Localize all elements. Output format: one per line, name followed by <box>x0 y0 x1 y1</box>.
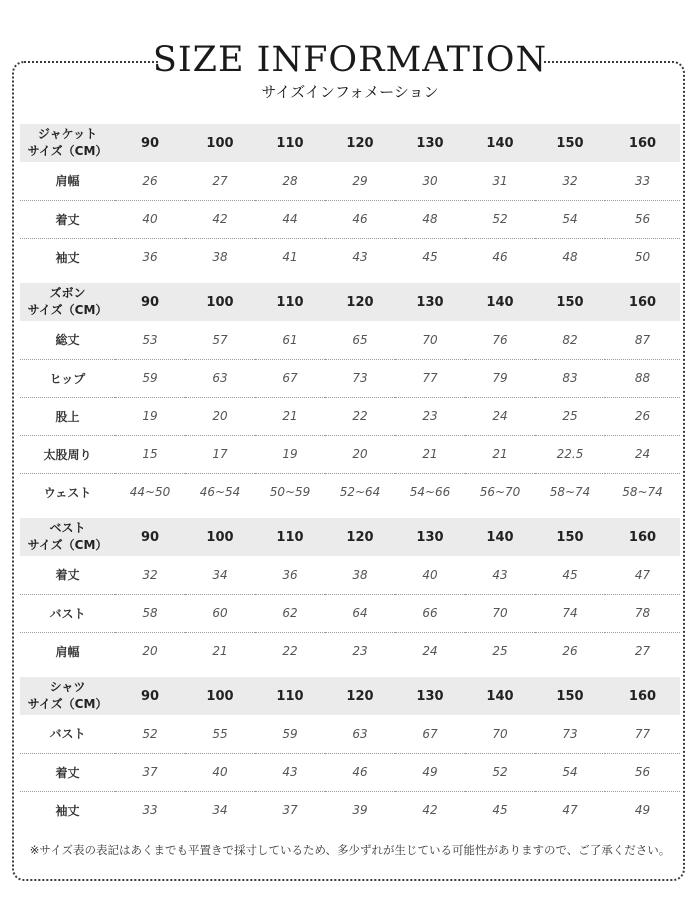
measurement-value: 21 <box>212 644 228 659</box>
measurement-value: 39 <box>352 803 368 818</box>
section-label <box>20 124 115 162</box>
size-table <box>20 518 680 670</box>
measurement-value: 48 <box>395 200 465 238</box>
measurement-label: 袖丈 <box>55 803 80 818</box>
measurement-label: 肩幅 <box>55 644 80 659</box>
table-header-row <box>20 518 680 556</box>
size-header-cell: 110 <box>255 283 325 321</box>
measurement-value: 23 <box>352 644 368 659</box>
size-table <box>20 124 680 276</box>
measurement-label: 肩幅 <box>20 162 115 200</box>
size-header-cell: 90 <box>115 124 185 162</box>
table-row <box>20 632 680 670</box>
measurement-value: 24 <box>422 644 438 659</box>
measurement-value: 23 <box>395 397 465 435</box>
measurement-value: 15 <box>115 435 185 473</box>
measurement-value: 58~74 <box>622 485 663 500</box>
measurement-value: 20 <box>142 644 158 659</box>
measurement-value: 32 <box>115 556 185 594</box>
measurement-value: 52 <box>115 715 185 753</box>
measurement-value: 70 <box>465 715 535 753</box>
measurement-value: 37 <box>115 753 185 791</box>
measurement-value: 64 <box>325 594 395 632</box>
size-header-cell: 110 <box>255 677 325 715</box>
table-row <box>20 753 680 791</box>
measurement-value: 20 <box>325 435 395 473</box>
size-header-cell: 100 <box>185 518 255 556</box>
size-header-cell: 90 <box>115 518 185 556</box>
measurement-value: 32 <box>535 162 605 200</box>
measurement-value: 36 <box>255 556 325 594</box>
measurement-value: 26 <box>605 397 680 435</box>
measurement-value: 63 <box>185 359 255 397</box>
measurement-value: 22.5 <box>535 435 605 473</box>
section-label <box>20 677 115 715</box>
measurement-value: 70 <box>395 321 465 359</box>
measurement-value: 25 <box>492 644 508 659</box>
measurement-value: 56~70 <box>479 485 521 500</box>
measurement-value: 17 <box>185 435 255 473</box>
measurement-value: 87 <box>605 321 680 359</box>
size-header-cell: 160 <box>605 677 680 715</box>
size-table <box>20 283 680 511</box>
table-header-row <box>20 677 680 715</box>
measurement-value: 22 <box>282 644 298 659</box>
table-header-row <box>20 124 680 162</box>
measurement-value: 41 <box>282 250 298 265</box>
measurement-value: 77 <box>395 359 465 397</box>
size-header-cell: 140 <box>465 124 535 162</box>
measurement-value: 49 <box>634 803 651 818</box>
measurement-value: 46~54 <box>199 485 241 500</box>
measurement-value: 61 <box>255 321 325 359</box>
measurement-value: 47 <box>562 803 578 818</box>
measurement-label: バスト <box>20 715 115 753</box>
table-row <box>20 321 680 359</box>
table-row <box>20 162 680 200</box>
measurement-value: 33 <box>142 803 158 818</box>
size-header-cell: 160 <box>605 518 680 556</box>
measurement-value: 26 <box>115 162 185 200</box>
size-header-cell: 120 <box>325 124 395 162</box>
measurement-value: 24 <box>465 397 535 435</box>
measurement-value: 20 <box>185 397 255 435</box>
section-name: ベスト <box>49 521 86 535</box>
table-row <box>20 435 680 473</box>
measurement-value: 78 <box>605 594 680 632</box>
measurement-label: 太股周り <box>20 435 115 473</box>
measurement-label: ウェスト <box>43 485 92 500</box>
measurement-value: 19 <box>255 435 325 473</box>
measurement-value: 74 <box>535 594 605 632</box>
measurement-value: 65 <box>325 321 395 359</box>
measurement-label: 着丈 <box>20 200 115 238</box>
measurement-value: 45 <box>535 556 605 594</box>
measurement-value: 43 <box>465 556 535 594</box>
size-unit-label: サイズ（CM） <box>27 144 108 158</box>
size-header-cell: 150 <box>535 677 605 715</box>
measurement-value: 46 <box>325 200 395 238</box>
measurement-value: 42 <box>185 200 255 238</box>
size-table <box>20 677 680 829</box>
measurement-value: 27 <box>185 162 255 200</box>
measurement-value: 62 <box>255 594 325 632</box>
measurement-value: 83 <box>535 359 605 397</box>
measurement-value: 37 <box>282 803 298 818</box>
measurement-value: 52 <box>465 200 535 238</box>
measurement-value: 55 <box>185 715 255 753</box>
measurement-value: 22 <box>325 397 395 435</box>
measurement-value: 34 <box>185 556 255 594</box>
measurement-value: 48 <box>562 250 578 265</box>
measurement-value: 56 <box>605 753 680 791</box>
table-row <box>20 715 680 753</box>
size-unit-label: サイズ（CM） <box>27 303 108 317</box>
size-header-cell: 130 <box>395 518 465 556</box>
measurement-value: 50 <box>634 250 651 265</box>
measurement-value: 29 <box>325 162 395 200</box>
section-name: ジャケット <box>37 127 98 141</box>
measurement-value: 58~74 <box>549 485 591 500</box>
measurement-value: 27 <box>634 644 651 659</box>
measurement-value: 54 <box>535 753 605 791</box>
measurement-value: 58 <box>115 594 185 632</box>
size-header-cell: 120 <box>325 677 395 715</box>
measurement-value: 45 <box>422 250 438 265</box>
table-row <box>20 200 680 238</box>
size-header-cell: 160 <box>605 124 680 162</box>
measurement-label: 袖丈 <box>55 250 80 265</box>
section-label <box>20 283 115 321</box>
size-header-cell: 150 <box>535 124 605 162</box>
measurement-value: 76 <box>465 321 535 359</box>
table-row <box>20 791 680 829</box>
measurement-value: 30 <box>395 162 465 200</box>
measurement-label: ヒップ <box>20 359 115 397</box>
measurement-value: 28 <box>255 162 325 200</box>
table-row <box>20 397 680 435</box>
measurement-value: 44~50 <box>129 485 171 500</box>
measurement-value: 79 <box>465 359 535 397</box>
page-title: SIZE INFORMATION <box>152 40 548 80</box>
measurement-value: 82 <box>535 321 605 359</box>
section-name: シャツ <box>49 680 86 694</box>
measurement-value: 19 <box>115 397 185 435</box>
size-unit-label: サイズ（CM） <box>27 697 108 711</box>
measurement-value: 60 <box>185 594 255 632</box>
measurement-label: 股上 <box>20 397 115 435</box>
measurement-label: 着丈 <box>20 556 115 594</box>
measurement-value: 25 <box>535 397 605 435</box>
measurement-value: 73 <box>325 359 395 397</box>
disclaimer-note: ※サイズ表の表記はあくまでも平置きで採寸しているため、多少ずれが生じている可能性がありますので、ご了承ください。 <box>29 843 671 857</box>
measurement-value: 49 <box>395 753 465 791</box>
size-header-cell: 90 <box>115 677 185 715</box>
measurement-value: 46 <box>492 250 508 265</box>
measurement-value: 21 <box>255 397 325 435</box>
size-header-cell: 130 <box>395 124 465 162</box>
size-header-cell: 90 <box>115 283 185 321</box>
measurement-value: 77 <box>605 715 680 753</box>
size-header-cell: 140 <box>465 518 535 556</box>
measurement-label: 総丈 <box>20 321 115 359</box>
measurement-label: バスト <box>20 594 115 632</box>
measurement-value: 57 <box>185 321 255 359</box>
measurement-value: 59 <box>255 715 325 753</box>
size-header-cell: 110 <box>255 124 325 162</box>
size-header-cell: 130 <box>395 283 465 321</box>
measurement-value: 70 <box>465 594 535 632</box>
measurement-label: 着丈 <box>20 753 115 791</box>
measurement-value: 34 <box>212 803 228 818</box>
measurement-value: 47 <box>605 556 680 594</box>
measurement-value: 66 <box>395 594 465 632</box>
measurement-value: 63 <box>325 715 395 753</box>
measurement-value: 88 <box>605 359 680 397</box>
measurement-value: 40 <box>185 753 255 791</box>
size-header-cell: 100 <box>185 124 255 162</box>
measurement-value: 45 <box>492 803 508 818</box>
measurement-value: 53 <box>115 321 185 359</box>
measurement-value: 21 <box>395 435 465 473</box>
measurement-value: 52 <box>465 753 535 791</box>
measurement-value: 24 <box>605 435 680 473</box>
measurement-value: 67 <box>395 715 465 753</box>
measurement-value: 21 <box>465 435 535 473</box>
table-header-row <box>20 283 680 321</box>
measurement-value: 40 <box>395 556 465 594</box>
size-header-cell: 110 <box>255 518 325 556</box>
size-header-cell: 140 <box>465 677 535 715</box>
section-label <box>20 518 115 556</box>
measurement-value: 52~64 <box>339 485 381 500</box>
section-name: ズボン <box>49 286 86 300</box>
measurement-value: 56 <box>605 200 680 238</box>
measurement-value: 43 <box>255 753 325 791</box>
size-header-cell: 150 <box>535 518 605 556</box>
size-header-cell: 140 <box>465 283 535 321</box>
size-header-cell: 120 <box>325 518 395 556</box>
measurement-value: 38 <box>325 556 395 594</box>
measurement-value: 44 <box>255 200 325 238</box>
size-header-cell: 160 <box>605 283 680 321</box>
size-header-cell: 150 <box>535 283 605 321</box>
measurement-value: 54 <box>535 200 605 238</box>
size-unit-label: サイズ（CM） <box>27 538 108 552</box>
measurement-value: 43 <box>352 250 368 265</box>
measurement-value: 42 <box>422 803 438 818</box>
table-row <box>20 359 680 397</box>
measurement-value: 54~66 <box>409 485 451 500</box>
page-subtitle: サイズインフォメーション <box>261 83 439 101</box>
measurement-value: 67 <box>255 359 325 397</box>
measurement-value: 46 <box>325 753 395 791</box>
measurement-value: 38 <box>212 250 228 265</box>
measurement-value: 50~59 <box>269 485 311 500</box>
table-row <box>20 238 680 276</box>
size-header-cell: 120 <box>325 283 395 321</box>
size-header-cell: 100 <box>185 677 255 715</box>
measurement-value: 40 <box>115 200 185 238</box>
measurement-value: 36 <box>142 250 158 265</box>
measurement-value: 73 <box>535 715 605 753</box>
measurement-value: 26 <box>562 644 578 659</box>
measurement-value: 33 <box>605 162 680 200</box>
size-header-cell: 100 <box>185 283 255 321</box>
table-row <box>20 473 680 511</box>
size-header-cell: 130 <box>395 677 465 715</box>
measurement-value: 59 <box>115 359 185 397</box>
measurement-value: 31 <box>465 162 535 200</box>
table-row <box>20 594 680 632</box>
table-row <box>20 556 680 594</box>
